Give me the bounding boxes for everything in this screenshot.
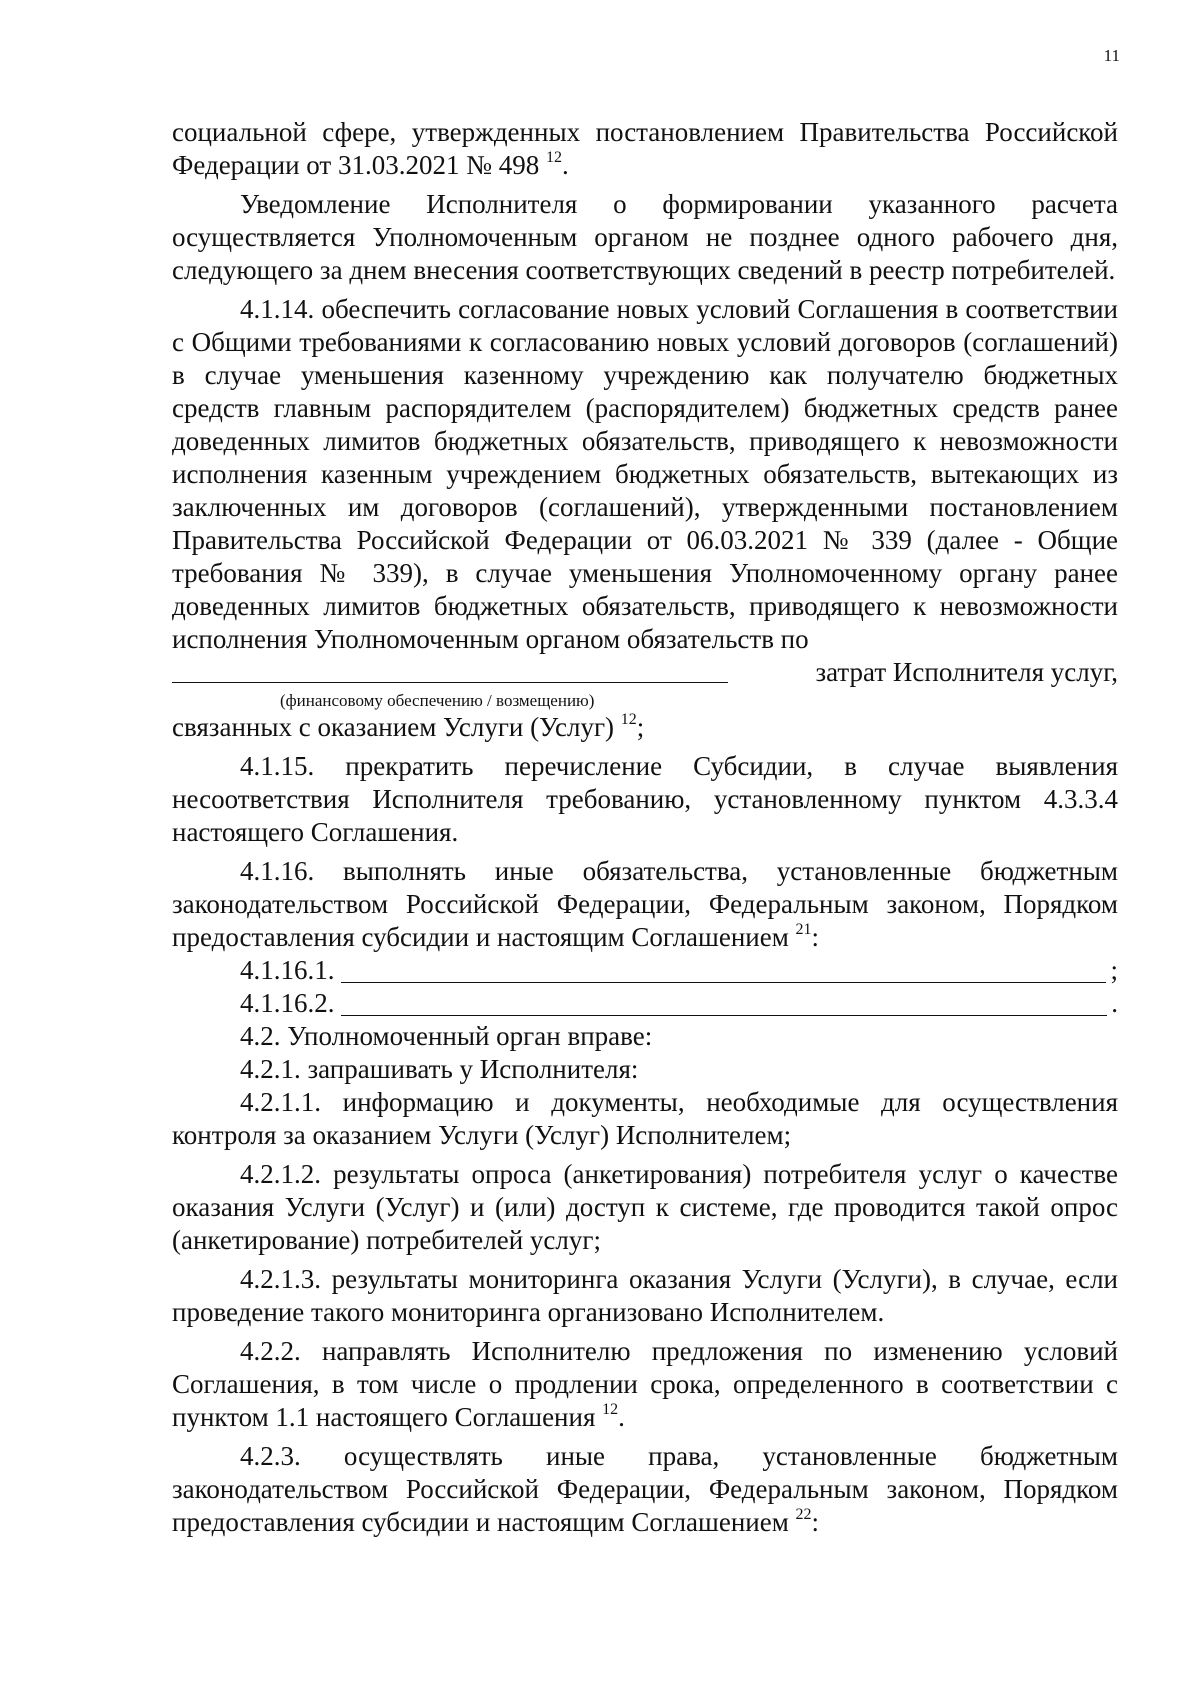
item-4-1-16-2 — [172, 987, 1118, 1020]
blank-field[interactable] — [172, 658, 728, 683]
punctuation: . — [1111, 988, 1118, 1018]
blank-field[interactable] — [341, 991, 1108, 1016]
footnote-ref: 21 — [795, 921, 812, 938]
paragraph-4-1-14: 4.1.14. обеспечить согласование новых условий Соглашения в соответствии с Общими требованиями к согласованию новых условий договоров (соглашений) в случае уменьшения казенному учреждению как получателю бюджетных средств главным распорядителем (распорядителем) бюджетных средств ранее доведенных лимитов бюджетных обязательств, приводящего к невозможности исполнения казенным учреждением бюджетных обязательств, вытекающих из заключенных им договоров (соглашений), утвержденными постановлением Правительства Российской Федерации от 06.03.2021 № 339 (далее - Общие требования № 339), в случае уменьшения Уполномоченному органу ранее доведенных лимитов бюджетных обязательств, приводящего к невозможности исполнения Уполномоченным органом обязательств по — [172, 294, 1118, 654]
paragraph-4-2-2 — [172, 1335, 1118, 1434]
paragraph-notification: Уведомление Исполнителя о формировании указанного расчета осуществляется Уполномоченным органом не позднее одного рабочего дня, следующего за днем внесения соответствующих сведений в реестр потребителей. — [172, 189, 1118, 285]
paragraph-4-1-14-end — [172, 711, 1118, 744]
paragraph-text: 4.2.2. направлять Исполнителю предложения по изменению условий Соглашения, в том числе о продлении срока, определенного в соответствии с пунктом 1.1 настоящего Соглашения — [172, 1336, 1118, 1432]
punctuation: . — [618, 1402, 625, 1432]
paragraph-4-2-1: 4.2.1. запрашивать у Исполнителя: — [240, 1054, 639, 1084]
paragraph-4-2-1-2: 4.2.1.2. результаты опроса (анкетирования) потребителя услуг о качестве оказания Услуги (Услуг) и (или) доступ к системе, где проводится такой опрос (анкетирование) потребителей услуг; — [172, 1159, 1118, 1255]
item-number: 4.1.16.2. — [240, 988, 335, 1018]
paragraph-4-1-15: 4.1.15. прекратить перечисление Субсидии, в случае выявления несоответствия Исполнителя требованию, установленному пунктом 4.3.3.4 настоящего Соглашения. — [172, 751, 1118, 847]
footnote-ref: 12 — [602, 1401, 619, 1418]
punctuation: ; — [1110, 955, 1118, 985]
paragraph-text: связанных с оказанием Услуги (Услуг) — [172, 712, 615, 742]
document-body — [172, 116, 1118, 1539]
field-tail-text: затрат Исполнителя услуг, — [815, 657, 1118, 687]
paragraph-text: социальной сфере, утвержденных постановлением Правительства Российской Федерации от 31.03.2021 № 498 — [172, 117, 1118, 180]
page-number: 11 — [1103, 46, 1120, 65]
field-caption: (финансовому обеспечению / возмещению) — [280, 691, 595, 710]
paragraph-4-2: 4.2. Уполномоченный орган вправе: — [240, 1021, 653, 1051]
paragraph-4-1-16 — [172, 855, 1118, 954]
paragraph-4-2-3 — [172, 1440, 1118, 1539]
punctuation: : — [811, 1507, 820, 1537]
item-4-1-16-1 — [172, 954, 1118, 987]
blank-field[interactable] — [341, 958, 1107, 983]
footnote-ref: 12 — [545, 149, 562, 166]
paragraph-4-2-1-3: 4.2.1.3. результаты мониторинга оказания Услуги (Услуги), в случае, если проведение такого мониторинга организовано Исполнителем. — [172, 1264, 1118, 1327]
paragraph-text: 4.1.16. выполнять иные обязательства, установленные бюджетным законодательством Российской Федерации, Федеральным законом, Порядком предоставления субсидии и настоящим Соглашением — [172, 856, 1118, 952]
blank-field-line — [172, 656, 1118, 689]
paragraph-4-2-1-1: 4.2.1.1. информацию и документы, необходимые для осуществления контроля за оказанием Услуги (Услуг) Исполнителем; — [172, 1087, 1118, 1150]
punctuation: . — [561, 150, 569, 180]
paragraph-continuation — [172, 116, 1118, 182]
footnote-ref: 12 — [620, 711, 637, 728]
punctuation: ; — [636, 712, 645, 742]
paragraph-text: 4.2.3. осуществлять иные права, установленные бюджетным законодательством Российской Федерации, Федеральным законом, Порядком предоставления субсидии и настоящим Соглашением — [172, 1441, 1118, 1537]
punctuation: : — [811, 922, 820, 952]
item-number: 4.1.16.1. — [240, 955, 335, 985]
footnote-ref: 22 — [795, 1506, 812, 1523]
